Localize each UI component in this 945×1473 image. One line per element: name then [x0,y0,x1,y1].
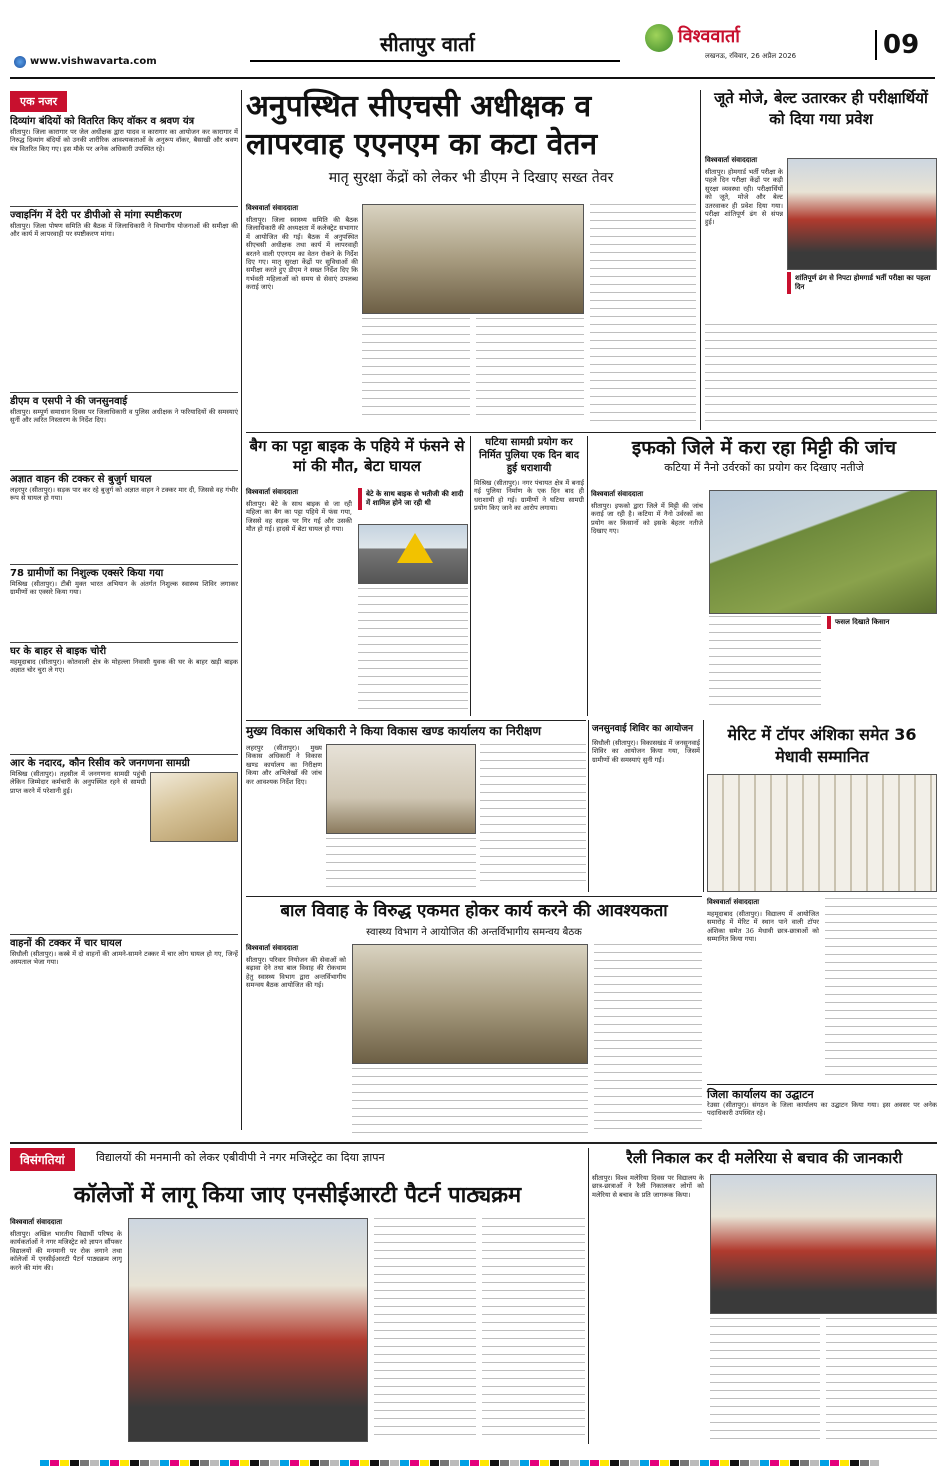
visangatiyan-strap: विद्यालयों की मनमानी को लेकर एबीवीपी ने नगर मजिस्ट्रेट का दिया ज्ञापन [96,1151,385,1164]
color-swatch [760,1460,769,1466]
udghatan-body: रेउसा (सीतापुर)। संगठन के जिला कार्यालय का उद्घाटन किया गया। इस अवसर पर अनेक पदाधिकारी उपस्थित रहे। [707,1101,937,1118]
ek-nazar-item [10,392,238,466]
color-swatch [860,1460,869,1466]
jansunwai-body: सिधौली (सीतापुर)। विकासखंड में जनसुनवाई शिविर का आयोजन किया गया, जिसमें ग्रामीणों की समस्याएं सुनी गईं। [592,739,700,764]
iffco-caption: फसल दिखाते किसान [827,616,937,629]
ek-nazar-item [10,470,238,560]
color-swatch [250,1460,259,1466]
color-swatch [430,1460,439,1466]
cdo-body-col2 [326,838,476,888]
color-swatch [560,1460,569,1466]
color-swatch [300,1460,309,1466]
color-swatch [460,1460,469,1466]
culvert-story [474,436,584,716]
website-url: www.vishwavarta.com [30,56,157,67]
color-swatch [320,1460,329,1466]
cdo-story [246,724,586,892]
color-swatch [160,1460,169,1466]
visangatiyan-body-col3 [482,1218,585,1442]
visangatiyan-byline: विश्ववार्ता संवाददाता [10,1218,63,1226]
child-marriage-body-col2 [352,1068,588,1134]
color-swatch [340,1460,349,1466]
item-head: अज्ञात वाहन की टक्कर से बुजुर्ग घायल [10,474,152,485]
color-swatch [630,1460,639,1466]
item-head: घर के बाहर से बाइक चोरी [10,646,107,657]
color-swatch [470,1460,479,1466]
color-swatch [680,1460,689,1466]
color-swatch [220,1460,229,1466]
color-swatch [530,1460,539,1466]
item-body: महमूदाबाद (सीतापुर)। कोतवाली क्षेत्र के मोहल्ला निवासी युवक की घर के बाहर खड़ी बाइक अज्ञात चोर चुरा ले गए। [10,658,238,675]
malaria-headline: रैली निकाल कर दी मलेरिया से बचाव की जानकारी [626,1149,903,1167]
iffco-byline: विश्ववार्ता संवाददाता [591,490,644,498]
color-swatch [650,1460,659,1466]
item-head: आर के नदारद, कौन रिसीव करे जनगणना सामग्री [10,758,190,769]
exam-headline: जूते मोजे, बेल्ट उतारकर ही परीक्षार्थियों को दिया गया प्रवेश [714,89,928,128]
color-swatch [80,1460,89,1466]
meeting-banner-photo [352,944,588,1064]
color-swatch [50,1460,59,1466]
udghatan-story [707,1088,937,1138]
section-title: सीतापुर वार्ता [380,32,475,56]
ek-nazar-item [10,116,238,202]
item-body: सीतापुर। जिला पोषण समिति की बैठक में जिलाधिकारी ने विभागीय योजनाओं की समीक्षा की और कार्य में लापरवाही पर स्पष्टीकरण मांगा। [10,222,238,239]
color-swatch [840,1460,849,1466]
item-head: ज्वाइनिंग में देरी पर डीपीओ से मांगा स्पष्टीकरण [10,210,182,221]
color-swatch [240,1460,249,1466]
item-body: लहरपुर (सीतापुर)। सड़क पार कर रहे बुजुर्ग को अज्ञात वाहन ने टक्कर मार दी, जिससे वह गंभीर रूप से घायल हो गया। [10,486,238,503]
color-swatch [780,1460,789,1466]
color-swatch [410,1460,419,1466]
abvp-protest-photo [128,1218,368,1442]
child-marriage-byline: विश्ववार्ता संवाददाता [246,944,299,952]
exam-caption: शांतिपूर्ण ढंग से निपटा होमगार्ड भर्ती परीक्षा का पहला दिन [787,272,937,294]
color-swatch [740,1460,749,1466]
iffco-story [591,436,937,716]
color-swatch [60,1460,69,1466]
child-marriage-story [246,900,702,1138]
color-swatch [580,1460,589,1466]
cdo-body-col3 [480,744,586,888]
visangatiyan-story [10,1148,585,1448]
color-swatch [210,1460,219,1466]
color-swatch [720,1460,729,1466]
culvert-body: मिश्रिख (सीतापुर)। नगर पंचायत क्षेत्र में बनाई गई पुलिया निर्माण के एक दिन बाद ही धराशायी हो गई। ग्रामीणों ने घटिया सामग्री प्रयोग किए जाने का आरोप लगाया। [474,479,584,513]
lead-body: सीतापुर। जिला स्वास्थ्य समिति की बैठक जिलाधिकारी की अध्यक्षता में कलेक्ट्रेट सभागार में आयोजित की गई। बैठक में अनुपस्थित सीएचसी अधीक्षक तथा कार्य में लापरवाही बरतने वाली एएनएम का वेतन रोकने के निर्देश दिए गए। मातृ सुरक्षा केंद्रों पर सुविधाओं की समीक्षा करते हुए डीएम ने सख्त निर्देश दिए कि गर्भवती महिलाओं को समय से सेवाएं उपलब्ध कराई जाएं। [246,216,358,292]
malaria-body-col1: सीतापुर। विश्व मलेरिया दिवस पर विद्यालय के छात्र-छात्राओं ने रैली निकालकर लोगों को मलेरिया से बचाव के प्रति जागरूक किया। [592,1174,704,1199]
merit-byline: विश्ववार्ता संवाददाता [707,898,760,906]
color-swatch [40,1460,49,1466]
ek-nazar-item [10,934,238,1060]
color-swatch [830,1460,839,1466]
item-head: डीएम व एसपी ने की जनसुनवाई [10,396,128,407]
rally-photo [710,1174,937,1314]
color-swatch [550,1460,559,1466]
ek-nazar-column [10,90,238,1130]
color-swatch [490,1460,499,1466]
merit-body-col2 [825,898,937,1078]
exam-story [705,88,937,430]
color-swatch [770,1460,779,1466]
color-swatch [450,1460,459,1466]
color-swatch [700,1460,709,1466]
bike-body-col2 [358,588,468,710]
child-marriage-subhead: स्वास्थ्य विभाग ने आयोजित की अन्तर्विभागीय समन्वय बैठक [366,927,582,938]
dateline: लखनऊ, रविवार, 26 अप्रैल 2026 [705,52,797,60]
item-body: सीतापुर। सम्पूर्ण समाधान दिवस पर जिलाधिकारी व पुलिस अधीक्षक ने फरियादियों की समस्याएं सुनीं और त्वरित निस्तारण के निर्देश दिए। [10,408,238,425]
lead-headline: अनुपस्थित सीएचसी अधीक्षक व लापरवाह एएनएम का कटा वेतन [246,89,598,162]
color-swatch [500,1460,509,1466]
color-swatch [280,1460,289,1466]
color-swatch [260,1460,269,1466]
cdo-headline: मुख्य विकास अधिकारी ने किया विकास खण्ड कार्यालय का निरीक्षण [246,724,542,738]
iffco-headline: इफको जिले में करा रहा मिट्टी की जांच [631,437,897,459]
ek-nazar-item [10,206,238,388]
color-registration-bar [40,1454,900,1466]
census-boxes-photo [150,772,238,842]
exam-body-col1: सीतापुर। होमगार्ड भर्ती परीक्षा के पहले दिन परीक्षा केंद्रों पर कड़ी सुरक्षा व्यवस्था रही। परीक्षार्थियों को जूते, मोजे और बेल्ट उतरवाकर ही प्रवेश दिया गया। परीक्षा शांतिपूर्ण ढंग से संपन्न हुई। [705,168,783,227]
lead-body-col4 [590,204,696,422]
bike-body-col1: सीतापुर। बेटे के साथ बाइक से जा रही महिला का बैग का पट्टा पहिये में फंस गया, जिससे वह सड़क पर गिर गई और उसकी मौत हो गई। हादसे में बेटा घायल हो गया। [246,500,352,534]
color-swatch [310,1460,319,1466]
cdo-body-col1: लहरपुर (सीतापुर)। मुख्य विकास अधिकारी ने विकास खण्ड कार्यालय का निरीक्षण किया और अभिलेखों की जांच कर आवश्यक निर्देश दिए। [246,744,322,786]
color-swatch [640,1460,649,1466]
color-swatch [440,1460,449,1466]
color-swatch [370,1460,379,1466]
color-swatch [750,1460,759,1466]
color-swatch [670,1460,679,1466]
masthead [0,0,945,80]
color-swatch [850,1460,859,1466]
students-photo [707,774,937,892]
jansunwai-story [592,724,700,892]
bike-caption: बेटे के साथ बाइक से भतीजी की शादी में शामिल होने जा रही थी [358,488,468,510]
color-swatch [360,1460,369,1466]
bike-byline: विश्ववार्ता संवाददाता [246,488,299,496]
color-swatch [660,1460,669,1466]
color-swatch [570,1460,579,1466]
color-swatch [390,1460,399,1466]
visangatiyan-headline: कॉलेजों में लागू किया जाए एनसीईआरटी पैटर्न पाठ्यक्रम [73,1183,522,1208]
color-swatch [690,1460,699,1466]
color-swatch [710,1460,719,1466]
merit-body-col1: महमूदाबाद (सीतापुर)। विद्यालय में आयोजित समारोह में मेरिट में स्थान पाने वाली टॉपर अंशिका समेत 36 मेधावी छात्र-छात्राओं को सम्मानित किया गया। [707,910,819,944]
color-swatch [590,1460,599,1466]
visangatiyan-label: विसंगतियां [10,1148,75,1171]
item-body: सिधौली (सीतापुर)। कस्बे में दो वाहनों की आमने-सामने टक्कर में चार लोग घायल हो गए, जिन्हें अस्पताल भेजा गया। [10,950,238,967]
malaria-body-col3 [826,1318,937,1440]
visangatiyan-body-col2 [374,1218,476,1442]
color-swatch [200,1460,209,1466]
color-swatch [610,1460,619,1466]
color-swatch [790,1460,799,1466]
globe-icon [14,56,26,68]
iffco-subhead: कटिया में नैनो उर्वरकों का प्रयोग कर दिखाए नतीजे [664,461,864,474]
exam-body-col2 [705,324,937,424]
ek-nazar-item [10,642,238,750]
color-swatch [180,1460,189,1466]
ek-nazar-item [10,754,238,930]
color-swatch [620,1460,629,1466]
item-body: सीतापुर। जिला कारागार पर जेल अधीक्षक द्वारा यादव व कारागार का आयोजन कर कारागार में निरुद्ध दिव्यांग बंदियों को उनकी शारीरिक आवश्यकताओं के अनुरूप वॉकर, बैसाखी और श्रवण यंत्र वितरित किए गए। इस मौके पर अनेक अधिकारी उपस्थित रहे। [10,128,238,153]
merit-story [707,724,937,1082]
iffco-body-col1: सीतापुर। इफको द्वारा जिले में मिट्टी की जांच कराई जा रही है। कटिया में नैनो उर्वरकों का प्रयोग कर किसानों को इसके बेहतर नतीजे दिखाए गए। [591,502,703,536]
udghatan-headline: जिला कार्यालय का उद्घाटन [707,1088,814,1101]
merit-headline: मेरिट में टॉपर अंशिका समेत 36 मेधावी सम्मानित [727,725,917,766]
color-swatch [100,1460,109,1466]
lead-byline: विश्ववार्ता संवाददाता [246,204,299,212]
culvert-headline: घटिया सामग्री प्रयोग कर निर्मित पुलिया एक दिन बाद हुई धराशायी [478,437,580,474]
item-head: वाहनों की टक्कर में चार घायल [10,938,122,949]
malaria-body-col2 [710,1318,820,1440]
page-number: 09 [875,30,919,60]
color-swatch [190,1460,199,1466]
lead-subhead: मातृ सुरक्षा केंद्रों को लेकर भी डीएम ने दिखाए सख्त तेवर [328,170,614,186]
color-swatch [600,1460,609,1466]
item-head: दिव्यांग बंदियों को वितरित किए वॉकर व श्रवण यंत्र [10,116,195,127]
color-swatch [150,1460,159,1466]
color-swatch [420,1460,429,1466]
color-swatch [820,1460,829,1466]
color-swatch [170,1460,179,1466]
accident-sign-photo [358,524,468,584]
color-swatch [810,1460,819,1466]
lead-story [246,88,696,428]
malaria-story [592,1148,937,1444]
item-head: 78 ग्रामीणों का निशुल्क एक्सरे किया गया [10,568,164,579]
inspection-photo [326,744,476,834]
color-swatch [70,1460,79,1466]
jansunwai-headline: जनसुनवाई शिविर का आयोजन [592,724,694,734]
lead-body-col2 [362,318,470,422]
warning-icon [397,533,433,563]
color-swatch [140,1460,149,1466]
bike-story [246,436,468,716]
color-swatch [110,1460,119,1466]
exam-byline: विश्ववार्ता संवाददाता [705,156,758,164]
exam-queue-photo [787,158,937,270]
bike-headline: बैग का पट्टा बाइक के पहिये में फंसने से मां की मौत, बेटा घायल [249,437,465,475]
color-swatch [510,1460,519,1466]
color-swatch [870,1460,879,1466]
visangatiyan-body-col1: सीतापुर। अखिल भारतीय विद्यार्थी परिषद के कार्यकर्ताओं ने नगर मजिस्ट्रेट को ज्ञापन सौंपकर विद्यालयों की मनमानी पर रोक लगाने तथा कॉलेजों में एनसीईआरटी पैटर्न पाठ्यक्रम लागू करने की मांग की। [10,1230,122,1272]
iffco-body-col2 [709,616,821,710]
child-marriage-body-col1: सीतापुर। परिवार नियोजन की सेवाओं को बढ़ावा देने तथा बाल विवाह की रोकथाम हेतु स्वास्थ्य विभाग द्वारा अन्तर्विभागीय समन्वय बैठक आयोजित की गई। [246,956,346,990]
brand-logo-icon [645,24,673,52]
color-swatch [350,1460,359,1466]
color-swatch [400,1460,409,1466]
color-swatch [800,1460,809,1466]
color-swatch [230,1460,239,1466]
brand-name: विश्ववार्ता [678,26,740,47]
ek-nazar-label: एक नजर [10,91,67,112]
color-swatch [290,1460,299,1466]
color-swatch [130,1460,139,1466]
color-swatch [380,1460,389,1466]
color-swatch [480,1460,489,1466]
color-swatch [120,1460,129,1466]
color-swatch [730,1460,739,1466]
child-marriage-body-col3 [594,944,702,1134]
item-body: मिश्रिख (सीतापुर)। तहसील में जनगणना सामग्री पहुंची लेकिन जिम्मेदार कर्मचारी के अनुपस्थित रहने से सामग्री प्राप्त करने में परेशानी हुई। [10,770,146,795]
color-swatch [270,1460,279,1466]
field-photo [709,490,937,614]
meeting-photo [362,204,584,314]
color-swatch [90,1460,99,1466]
color-swatch [540,1460,549,1466]
child-marriage-headline: बाल विवाह के विरुद्ध एकमत होकर कार्य करने की आवश्यकता [280,901,668,921]
item-body: मिश्रिख (सीतापुर)। टीबी मुक्त भारत अभियान के अंतर्गत निशुल्क स्वास्थ्य शिविर लगाकर ग्रामीणों का एक्सरे किया गया। [10,580,238,597]
color-swatch [330,1460,339,1466]
ek-nazar-item [10,564,238,638]
lead-body-col3 [476,318,584,422]
color-swatch [520,1460,529,1466]
